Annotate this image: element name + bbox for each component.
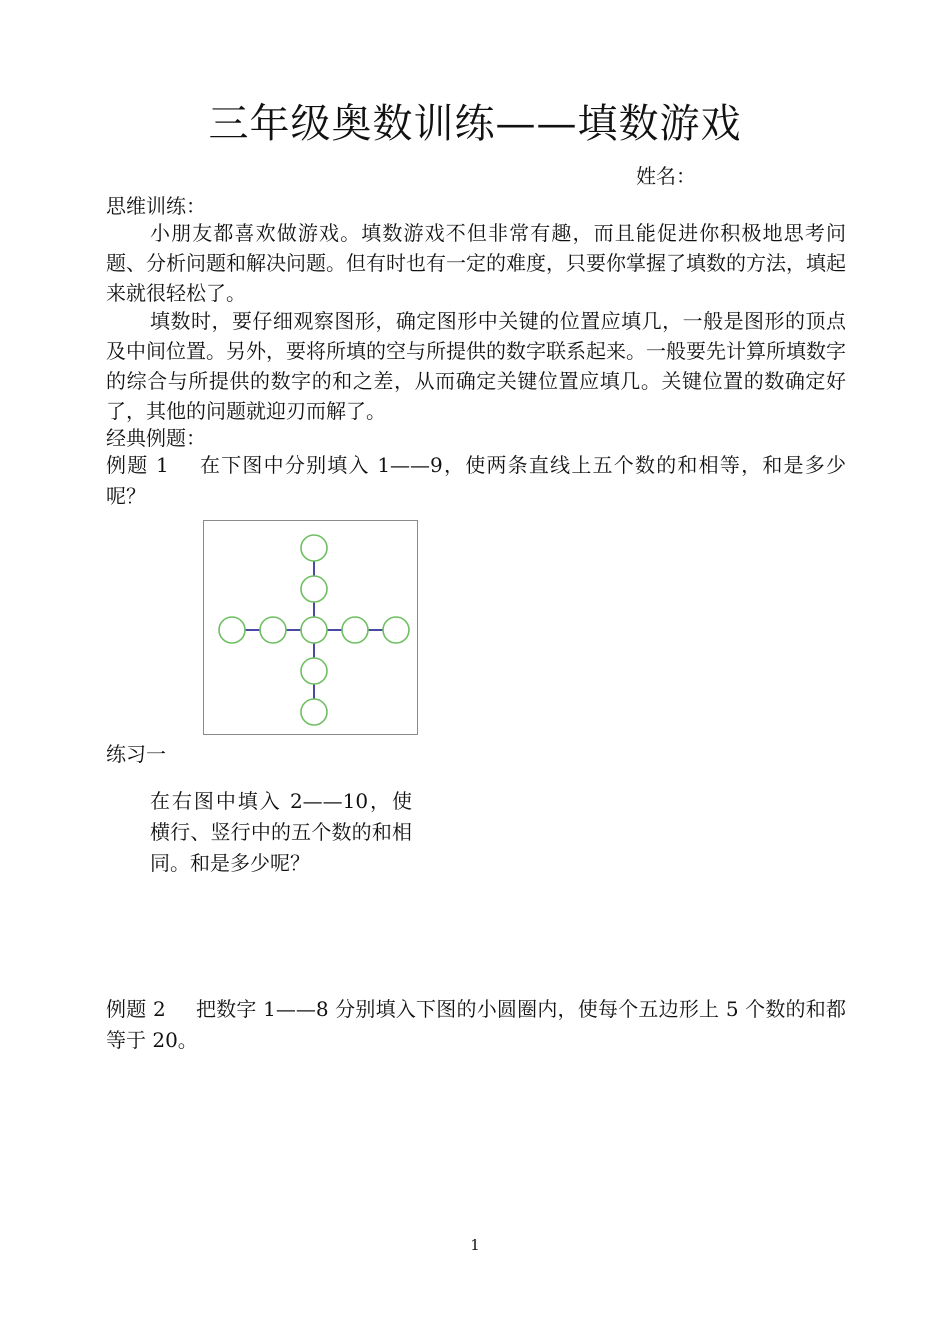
circle-right-outer[interactable] <box>383 617 409 643</box>
thinking-paragraph-1: 小朋友都喜欢做游戏。填数游戏不但非常有趣，而且能促进你积极地思考问题、分析问题和解决问题。但有时也有一定的难度，只要你掌握了填数的方法，填起来就很轻松了。 <box>106 221 846 305</box>
circle-left-outer[interactable] <box>219 617 245 643</box>
example-2-label: 例题 2 <box>106 997 166 1021</box>
example-2 <box>106 994 846 1056</box>
cross-figure <box>203 520 418 735</box>
thinking-heading: 思维训练： <box>106 194 206 218</box>
thinking-paragraph-2: 填数时，要仔细观察图形，确定图形中关键的位置应填几，一般是图形的顶点及中间位置。另外，要将所填的空与所提供的数字联系起来。一般要先计算所填数字的综合与所提供的数字的和之差，从而确定关键位置应填几。关键位置的数确定好了，其他的问题就迎刃而解了。 <box>106 309 846 423</box>
circle-top-inner[interactable] <box>301 576 327 602</box>
page-number: 1 <box>470 1236 480 1254</box>
circle-right-inner[interactable] <box>342 617 368 643</box>
page-title: 三年级奥数训练——填数游戏 <box>208 101 742 147</box>
name-label: 姓名： <box>636 164 696 188</box>
circle-bottom-outer[interactable] <box>301 699 327 725</box>
example-1-text: 在下图中分别填入 1——9，使两条直线上五个数的和相等，和是多少呢？ <box>106 453 846 508</box>
example-1-label: 例题 1 <box>106 453 169 477</box>
cross-diagram <box>204 521 417 734</box>
practice-1-heading: 练习一 <box>106 742 166 766</box>
practice-1-text: 在右图中填入 2——10，使横行、竖行中的五个数的和相同。和是多少呢？ <box>150 789 412 875</box>
circle-bottom-inner[interactable] <box>301 658 327 684</box>
example-2-text: 把数字 1——8 分别填入下图的小圆圈内，使每个五边形上 5 个数的和都等于 20。 <box>106 997 846 1052</box>
circle-top-outer[interactable] <box>301 535 327 561</box>
circle-center[interactable] <box>301 617 327 643</box>
examples-heading: 经典例题： <box>106 426 206 450</box>
circle-left-inner[interactable] <box>260 617 286 643</box>
example-1 <box>106 450 846 512</box>
